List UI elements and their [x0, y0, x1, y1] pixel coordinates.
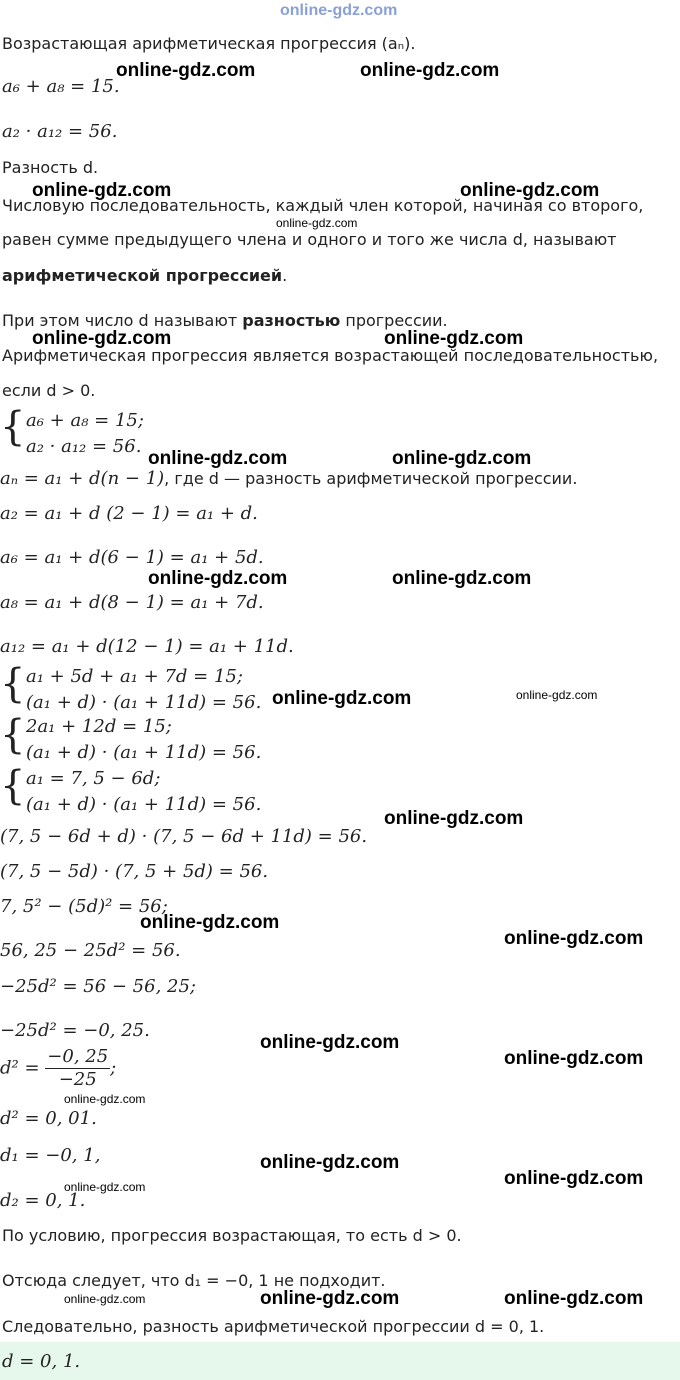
step-7-end: ; [110, 1057, 117, 1079]
definition-line2: равен сумме предыдущего члена и одного и того же числа d, называют [2, 230, 617, 249]
definition-line1: Числовую последовательность, каждый член которой, начиная со второго, [2, 196, 644, 215]
step-7-fraction [45, 1046, 110, 1091]
watermark: online-gdz.com [392, 448, 532, 469]
watermark: online-gdz.com [460, 180, 600, 201]
formula-a12: a₁₂ = a₁ + d(12 − 1) = a₁ + 11d. [0, 636, 294, 657]
formula-a2: a₂ = a₁ + d (2 − 1) = a₁ + d. [0, 503, 258, 524]
formula-main: aₙ = a₁ + d(n − 1) [0, 468, 165, 489]
watermark: online-gdz.com [360, 60, 500, 81]
system4-brace: { [0, 763, 26, 809]
watermark: online-gdz.com [504, 1048, 644, 1069]
watermark: online-gdz.com [148, 448, 288, 469]
conclusion-1: По условию, прогрессия возрастающая, то есть d > 0. [2, 1226, 462, 1245]
conclusion-2: Отсюда следует, что d₁ = −0, 1 не подходит. [2, 1271, 386, 1290]
definition-term: арифметической прогрессией [2, 266, 283, 285]
watermark: online-gdz.com [260, 1032, 400, 1053]
step-7-numerator: −0, 25 [47, 1046, 109, 1067]
watermark: online-gdz.com [260, 1152, 400, 1173]
watermark: online-gdz.com [140, 912, 280, 933]
system2-row2: (a₁ + d) · (a₁ + 11d) = 56. [26, 692, 262, 713]
formula-a8: a₈ = a₁ + d(8 − 1) = a₁ + 7d. [0, 592, 264, 613]
system1-row2: a₂ · a₁₂ = 56. [26, 436, 142, 457]
watermark-top: online-gdz.com [280, 2, 398, 19]
system1-row1: a₆ + a₈ = 15; [26, 410, 144, 431]
step-9: d₁ = −0, 1, [0, 1145, 101, 1166]
definition-term-end: . [282, 266, 288, 285]
definition-line5: если d > 0. [2, 381, 96, 400]
given-eq1: a₆ + a₈ = 15. [2, 76, 120, 97]
watermark: online-gdz.com [504, 1168, 644, 1189]
system3-brace: { [0, 712, 26, 758]
given-eq2: a₂ · a₁₂ = 56. [2, 121, 118, 142]
watermark: online-gdz.com [116, 60, 256, 81]
step-5: −25d² = 56 − 56, 25; [0, 976, 196, 997]
watermark-small: online-gdz.com [516, 688, 598, 702]
watermark-small: online-gdz.com [276, 216, 358, 230]
system3-row2: (a₁ + d) · (a₁ + 11d) = 56. [26, 742, 262, 763]
definition-line3-term: разностью [242, 311, 341, 330]
given-find: Разность d. [2, 158, 99, 177]
formula-note: , где d — разность арифметической прогрессии. [164, 469, 578, 488]
step-7-lhs: d² = [0, 1057, 40, 1079]
formula-line [0, 468, 577, 490]
watermark: online-gdz.com [384, 328, 524, 349]
step-7-denominator: −25 [58, 1069, 97, 1090]
system1-brace: { [0, 404, 26, 450]
definition-line3-b: прогрессии. [340, 311, 448, 330]
watermark: online-gdz.com [32, 180, 172, 201]
watermark-small: online-gdz.com [64, 1092, 146, 1106]
conclusion-3: Следовательно, разность арифметической прогрессии d = 0, 1. [2, 1317, 545, 1336]
step-4: 56, 25 − 25d² = 56. [0, 940, 181, 961]
system2-brace: { [0, 661, 26, 707]
watermark: online-gdz.com [392, 568, 532, 589]
definition-line4: Арифметическая прогрессия является возрастающей последовательностью, [2, 346, 659, 365]
formula-a6: a₆ = a₁ + d(6 − 1) = a₁ + 5d. [0, 547, 264, 568]
definition-line3-a: При этом число d называют [2, 311, 243, 330]
system4-row1: a₁ = 7, 5 − 6d; [26, 768, 161, 789]
watermark-small: online-gdz.com [64, 1292, 146, 1306]
watermark: online-gdz.com [504, 928, 644, 949]
watermark: online-gdz.com [384, 808, 524, 829]
watermark: online-gdz.com [260, 1288, 400, 1309]
system3-row1: 2a₁ + 12d = 15; [26, 716, 172, 737]
step-1: (7, 5 − 6d + d) · (7, 5 − 6d + 11d) = 56. [0, 826, 368, 847]
definition-term-line [2, 266, 287, 286]
given-intro: Возрастающая арифметическая прогрессия (aₙ). [2, 34, 416, 53]
watermark-small: online-gdz.com [64, 1180, 146, 1194]
watermark: online-gdz.com [272, 688, 412, 709]
watermark: online-gdz.com [148, 568, 288, 589]
step-3: 7, 5² − (5d)² = 56; [0, 896, 168, 917]
answer-box [0, 1342, 680, 1380]
step-10: d₂ = 0, 1. [0, 1190, 86, 1211]
watermark: online-gdz.com [32, 328, 172, 349]
step-8: d² = 0, 01. [0, 1108, 97, 1129]
answer: d = 0, 1. [2, 1351, 81, 1372]
system4-row2: (a₁ + d) · (a₁ + 11d) = 56. [26, 794, 262, 815]
step-6: −25d² = −0, 25. [0, 1020, 150, 1041]
system2-row1: a₁ + 5d + a₁ + 7d = 15; [26, 666, 243, 687]
watermark: online-gdz.com [504, 1288, 644, 1309]
step-2: (7, 5 − 5d) · (7, 5 + 5d) = 56. [0, 861, 269, 882]
step-7 [0, 1046, 116, 1091]
